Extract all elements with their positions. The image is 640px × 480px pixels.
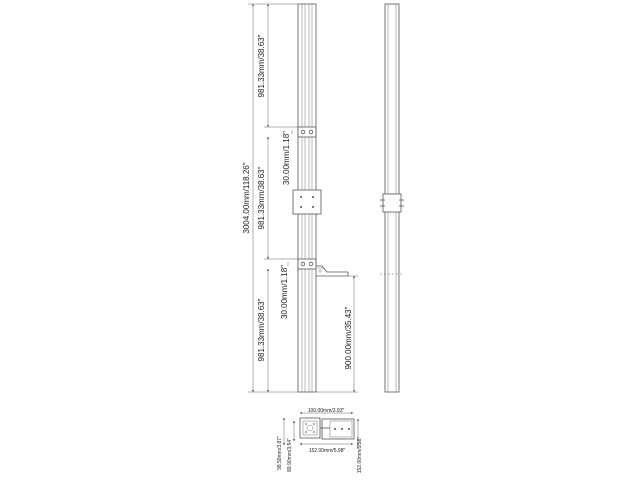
base-plate [320, 419, 354, 439]
height-outer-label: 98.59mm/3.87" [277, 436, 283, 470]
upper-joint [298, 127, 316, 137]
segment-bottom-label: 981.33mm/38.63" [257, 298, 266, 362]
overall-height-label: 3004.00mm/118.26" [242, 162, 251, 234]
gap-upper-label: 30.00mm/1.18" [282, 131, 291, 185]
bracket-height-dimension [316, 276, 358, 392]
detail-view [277, 408, 363, 473]
segment-dimensions [257, 4, 298, 392]
bracket-height-label: 900.00mm/35.43" [344, 306, 353, 370]
width-bottom-label: 152.00mm/5.98" [308, 448, 346, 454]
front-view [242, 4, 358, 392]
side-connector [380, 194, 404, 212]
middle-connector-plate [293, 190, 321, 214]
overall-height-dimension [242, 4, 298, 392]
segment-top-label: 981.33mm/38.63" [257, 34, 266, 98]
lower-joint [298, 259, 316, 269]
segment-middle-label: 981.33mm/38.63" [257, 166, 266, 230]
gap-lower-label: 30.00mm/1.18" [280, 265, 289, 319]
depth-right-label: 152.00mm/5.98" [357, 436, 363, 474]
height-inner-label: 89.90mm/3.54" [287, 438, 293, 472]
gap-dimensions [280, 130, 292, 319]
side-view [380, 4, 404, 392]
side-bracket [316, 266, 348, 276]
width-top-label: 100.00mm/3.93" [307, 408, 345, 414]
